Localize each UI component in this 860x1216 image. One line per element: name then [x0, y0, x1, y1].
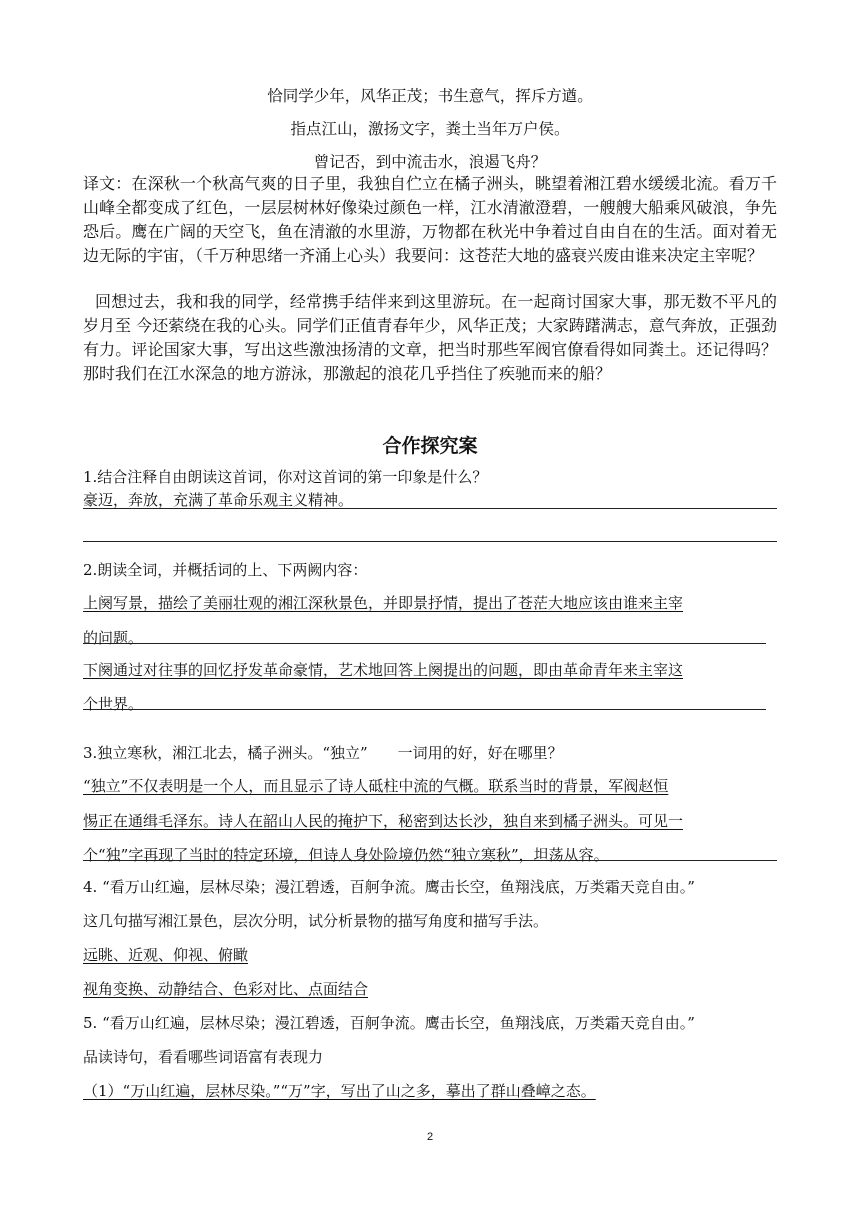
translation-paragraph-1: 译文：在深秋一个秋高气爽的日子里，我独自伫立在橘子洲头，眺望着湘江碧水缓缓北流。看万千山峰全都变成了红色，一层层树林好像染过颜色一样，江水清澈澄碧，一艘艘大船乘风破浪，争先恐后。鹰在广阔的天空飞，鱼在清澈的水里游，万物都在秋光中争着过自由自在的生活。面对着无边无际的宇宙，（千万种思绪一齐涌上心头）我要问：这苍茫大地的盛衰兴废由谁来决定主宰呢？	[83, 174, 777, 265]
question-4-line-1: 4. “看万山红遍，层林尽染；漫江碧透，百舸争流。鹰击长空，鱼翔浅底，万类霜天竞自由。”	[83, 878, 695, 896]
answer-4-techniques: 视角变换、动静结合、色彩对比、点面结合	[83, 980, 369, 998]
answer-2-lower-1: 下阕通过对往事的回忆抒发革命豪情，艺术地回答上阕提出的问题，即由革命青年来主宰这	[83, 661, 684, 679]
question-1: 1.结合注释自由朗读这首词，你对这首词的第一印象是什么？	[83, 468, 488, 486]
answer-3-line-2: 惕正在通缉毛泽东。诗人在韶山人民的掩护下，秘密到达长沙，独自来到橘子洲头。可见一	[83, 812, 684, 830]
answer-2-upper-2: 的问题。	[83, 629, 144, 647]
poem-line-3: 曾记否，到中流击水，浪遏飞舟？	[313, 153, 547, 171]
answer-line	[83, 541, 777, 542]
answer-line	[83, 643, 766, 644]
answer-1: 豪迈，奔放，充满了革命乐观主义精神。	[83, 491, 354, 509]
question-3: 3.独立寒秋，湘江北去，橘子洲头。“独立” 一词用的好，好在哪里？	[83, 744, 563, 762]
section-title: 合作探究案	[382, 435, 478, 457]
answer-2-upper-1: 上阕写景，描绘了美丽壮观的湘江深秋景色，并即景抒情，提出了苍茫大地应该由谁来主宰	[83, 594, 684, 612]
question-4-line-2: 这几句描写湘江景色，层次分明，试分析景物的描写角度和描写手法。	[83, 912, 549, 930]
poem-line-1: 恰同学少年，风华正茂；书生意气，挥斥方遒。	[267, 87, 593, 105]
question-5-line-2: 品读诗句，看看哪些词语富有表现力	[83, 1048, 324, 1066]
answer-3-line-3: 个“独”字再现了当时的特定环境，但诗人身处险境仍然“独立寒秋”，坦荡从容。	[83, 846, 609, 864]
poem-line-2: 指点江山，激扬文字，粪土当年万户侯。	[290, 120, 570, 138]
question-5-line-1: 5. “看万山红遍，层林尽染；漫江碧透，百舸争流。鹰击长空，鱼翔浅底，万类霜天竞自由。”	[83, 1014, 695, 1032]
answer-line	[83, 709, 766, 710]
translation-paragraph-2: 回想过去，我和我的同学，经常携手结伴来到这里游玩。在一起商讨国家大事，那无数不平凡的岁月至 今还萦绕在我的心头。同学们正值青春年少，风华正茂；大家踌躇满志，意气奔放，正强劲有力。评论国家大事，写出这些激浊扬清的文章，把当时那些军阀官僚看得如同粪土。还记得吗？那时我们在江水深急的地方游泳，那激起的浪花几乎挡住了疾驰而来的船？	[83, 292, 777, 383]
answer-4-angles: 远眺、近观、仰视、俯瞰	[83, 946, 249, 964]
answer-line	[83, 860, 777, 861]
answer-2-lower-2: 个世界。	[83, 695, 144, 713]
question-2: 2.朗读全词，并概括词的上、下两阙内容：	[83, 561, 368, 579]
answer-line	[83, 508, 777, 509]
answer-3-line-1: “独立”不仅表明是一个人，而且显示了诗人砥柱中流的气概。联系当时的背景，军阀赵恒	[83, 777, 669, 795]
page-number: 2	[426, 1131, 434, 1143]
answer-5-item-1: （1）“万山红遍，层林尽染。”“万”字，写出了山之多，摹出了群山叠嶂之态。	[83, 1082, 596, 1100]
